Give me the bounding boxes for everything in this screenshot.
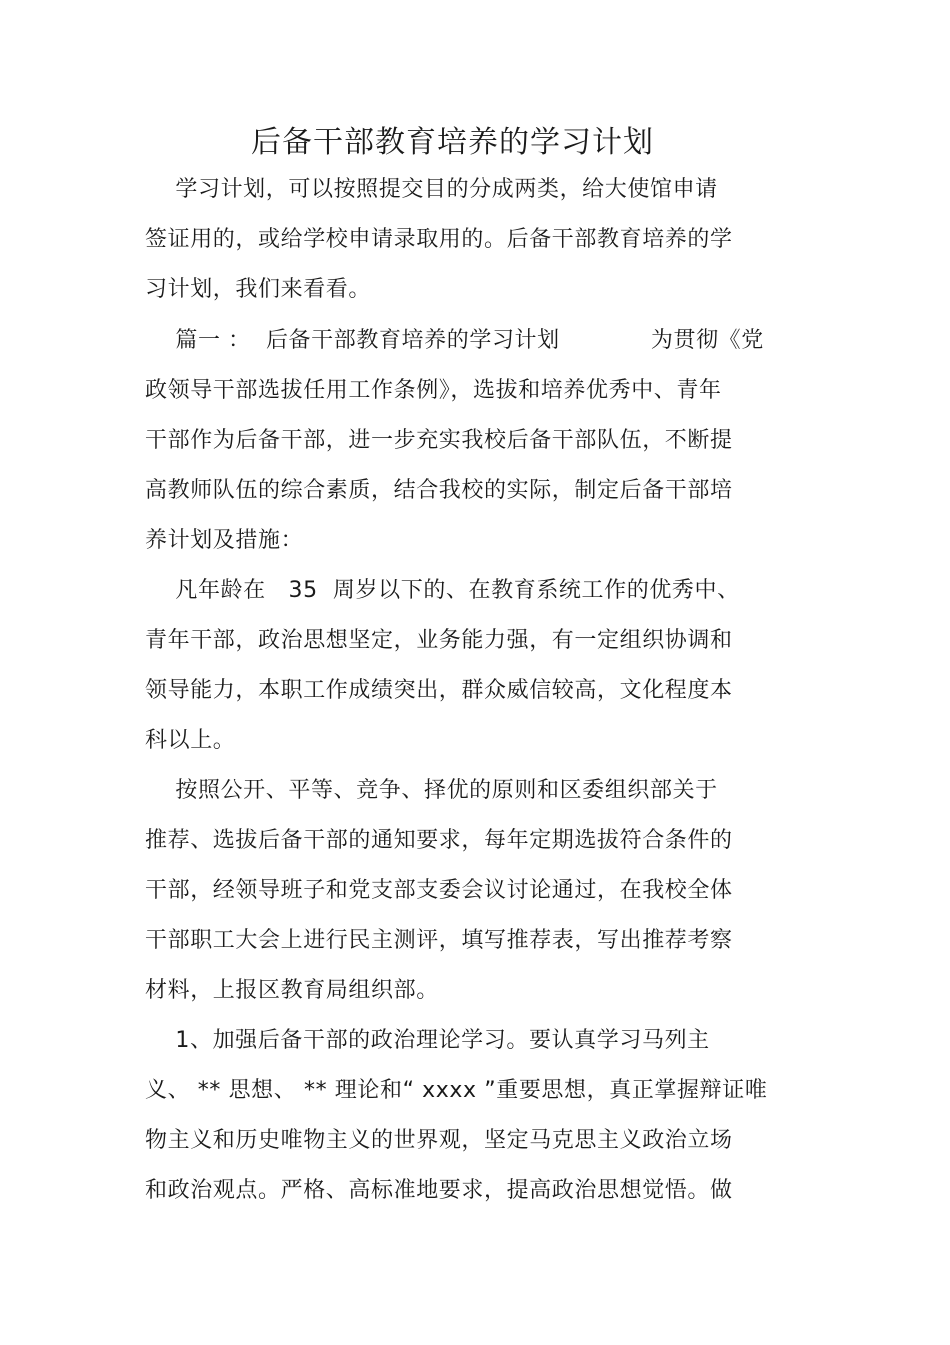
text-line: 习计划，我们来看看。 [145, 277, 372, 302]
text-line: 政领导干部选拔任用工作条例》，选拔和培养优秀中、青年 [145, 378, 722, 403]
text-line: 干部，经领导班子和党支部支委会议讨论通过，在我校全体 [145, 878, 733, 903]
text-line: 凡年龄在 35 周岁以下的、在教育系统工作的优秀中、 [145, 578, 740, 603]
text-line: 材料，上报区教育局组织部。 [145, 978, 439, 1003]
text-line: 学习计划，可以按照提交目的分成两类，给大使馆申请 [145, 177, 718, 202]
text-line: 和政治观点。严格、高标准地要求，提高政治思想觉悟。做 [145, 1178, 733, 1203]
text-line: 干部职工大会上进行民主测评，填写推荐表，写出推荐考察 [145, 928, 733, 953]
text-line: 篇一 ： 后备干部教育培养的学习计划 为贯彻《党 [145, 328, 764, 353]
text-line: 推荐、选拔后备干部的通知要求，每年定期选拔符合条件的 [145, 828, 733, 853]
text-line: 高教师队伍的综合素质，结合我校的实际，制定后备干部培 [145, 478, 733, 503]
text-line: 义、 ** 思想、 ** 理论和“ xxxx ”重要思想，真正掌握辩证唯 [145, 1078, 768, 1103]
text-line: 按照公开、平等、竞争、择优的原则和区委组织部关于 [145, 778, 718, 803]
text-line: 签证用的，或给学校申请录取用的。后备干部教育培养的学 [145, 227, 733, 252]
text-line: 养计划及措施： [145, 528, 304, 553]
document-title: 后备干部教育培养的学习计划 [251, 125, 654, 160]
text-line: 科以上。 [145, 728, 236, 753]
text-line: 青年干部，政治思想坚定，业务能力强，有一定组织协调和 [145, 628, 733, 653]
text-line: 干部作为后备干部，进一步充实我校后备干部队伍，不断提 [145, 428, 733, 453]
text-line: 1、加强后备干部的政治理论学习。要认真学习马列主 [145, 1028, 710, 1053]
text-line: 领导能力，本职工作成绩突出，群众威信较高，文化程度本 [145, 678, 733, 703]
text-line: 物主义和历史唯物主义的世界观，坚定马克思主义政治立场 [145, 1128, 733, 1153]
